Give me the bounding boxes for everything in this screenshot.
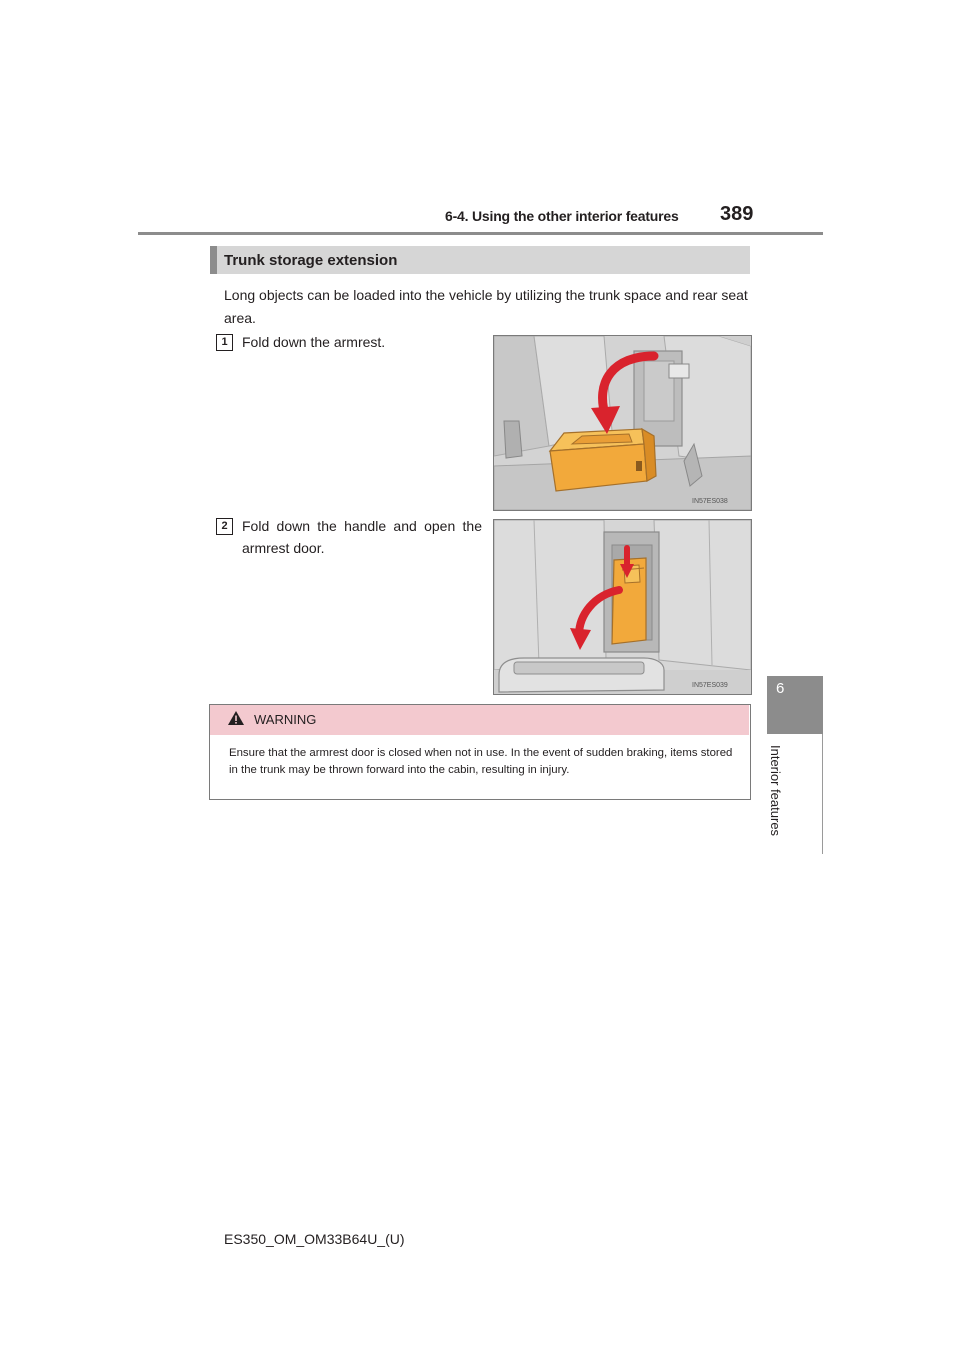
step-2-number: 2 bbox=[216, 518, 233, 535]
header-rule bbox=[138, 232, 823, 235]
chapter-tab-rule bbox=[822, 734, 823, 854]
step-2-figure-code: IN57ES039 bbox=[692, 682, 728, 689]
step-2-text: Fold down the handle and open the armrest door. bbox=[242, 518, 482, 556]
step-1-figure bbox=[493, 335, 752, 511]
warning-title: WARNING bbox=[254, 712, 317, 727]
chapter-number: 6 bbox=[776, 680, 785, 697]
chapter-title-text: Interior features bbox=[768, 745, 783, 837]
footer-model-code: ES350_OM_OM33B64U_(U) bbox=[224, 1231, 405, 1247]
warning-text: Ensure that the armrest door is closed when not in use. In the event of sudden braking, items stored in the trunk may be thrown forward into the cabin, resulting in injury. bbox=[229, 747, 733, 776]
page-number: 389 bbox=[720, 203, 754, 225]
section-intro: Long objects can be loaded into the vehicle by utilizing the trunk space and rear seat area. bbox=[224, 287, 748, 326]
header-section-title: 6-4. Using the other interior features bbox=[445, 208, 679, 224]
section-heading-accent bbox=[210, 246, 217, 274]
armrest-door-illustration bbox=[494, 520, 751, 694]
warning-triangle-icon bbox=[227, 710, 245, 731]
armrest-fold-illustration bbox=[494, 336, 751, 510]
chapter-title bbox=[762, 745, 792, 855]
step-2-figure bbox=[493, 519, 752, 695]
step-1-text: Fold down the armrest. bbox=[242, 334, 386, 350]
step-1-figure-code: IN57ES038 bbox=[692, 498, 728, 505]
step-1-number: 1 bbox=[216, 334, 233, 351]
section-title: Trunk storage extension bbox=[224, 252, 398, 269]
